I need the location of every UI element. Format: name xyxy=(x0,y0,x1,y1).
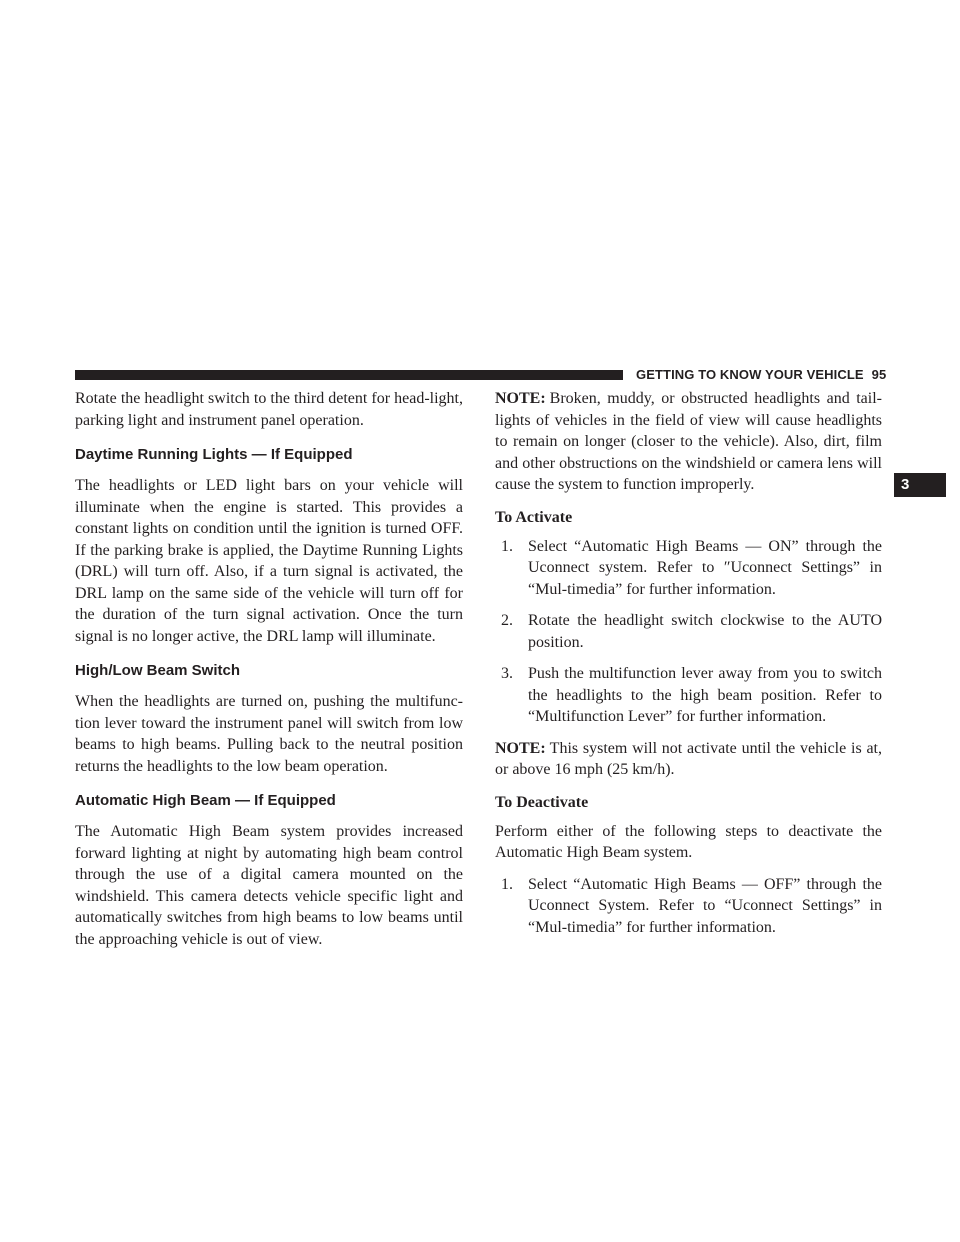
activate-steps xyxy=(495,536,882,728)
running-header xyxy=(636,366,886,384)
deactivate-steps xyxy=(495,874,882,939)
left-column xyxy=(75,388,463,950)
page-number: 95 xyxy=(871,367,887,382)
intro-paragraph: Rotate the headlight switch to the third detent for head-light, parking light and instrument panel operation. xyxy=(75,390,463,429)
note-text: Broken, muddy, or obstructed headlights and tail-lights of vehicles in the field of view will cause headlights to remain on longer (closer to the vehicle). Also, dirt, film and other obstructions on the windshield or camera lens will cause the system to function improperly. xyxy=(495,390,882,493)
activate-heading: To Activate xyxy=(495,508,573,526)
auto-high-beam-heading: Automatic High Beam — If Equipped xyxy=(75,792,336,809)
header-rule xyxy=(75,370,623,380)
step-text: Rotate the headlight switch clockwise to the AUTO position. xyxy=(528,612,882,651)
deactivate-heading: To Deactivate xyxy=(495,793,589,811)
beam-switch-paragraph: When the headlights are turned on, pushing the multifunc-tion lever toward the instrument panel will switch from low beams to high beams. Pulling back to the neutral position returns the headlights to the low beam operation. xyxy=(75,693,463,775)
note-label: NOTE: xyxy=(495,390,546,407)
step-number: 3. xyxy=(501,665,513,682)
section-title: GETTING TO KNOW YOUR VEHICLE xyxy=(636,367,864,382)
step-number: 1. xyxy=(501,537,513,555)
drl-heading: Daytime Running Lights — If Equipped xyxy=(75,446,353,463)
deactivate-intro: Perform either of the following steps to deactivate the Automatic High Beam system. xyxy=(495,822,882,861)
beam-switch-heading: High/Low Beam Switch xyxy=(75,662,241,679)
step-text: Select “Automatic High Beams — OFF” through the Uconnect System. Refer to “Uconnect Settings” in “Mul-timedia” for further information. xyxy=(528,875,882,936)
right-column xyxy=(495,388,882,948)
list-item xyxy=(495,536,882,601)
step-text: Push the multifunction lever away from you to switch the headlights to the high beam position. Refer to “Multifunction Lever” for further information. xyxy=(528,665,882,725)
note-paragraph xyxy=(495,388,882,496)
list-item xyxy=(495,874,882,939)
chapter-tab: 3 xyxy=(894,473,946,497)
list-item xyxy=(495,663,882,728)
step-number: 1. xyxy=(501,875,513,893)
auto-high-beam-paragraph: The Automatic High Beam system provides increased forward lighting at night by automating high beam control through the use of a digital camera mounted on the windshield. This camera detects vehicle specific light and automatically switches from high beams to low beams until the approaching vehicle is out of view. xyxy=(75,823,463,948)
note-label: NOTE: xyxy=(495,739,546,757)
list-item xyxy=(495,610,882,653)
note-paragraph-2 xyxy=(495,738,882,781)
step-number: 2. xyxy=(501,612,513,629)
drl-paragraph: The headlights or LED light bars on your vehicle will illuminate when the engine is started. This provides a constant lights on condition until the ignition is turned OFF. If the parking brake is applied, the Daytime Running Lights (DRL) will turn off. Also, if a turn signal is activated, the DRL lamp on the same side of the vehicle will turn off for the duration of the turn signal activation. Once the turn signal is no longer active, the DRL lamp will illuminate. xyxy=(75,477,463,645)
step-text: Select “Automatic High Beams — ON” through the Uconnect system. Refer to ″Uconnect Settings” in “Mul-timedia” for further information. xyxy=(528,537,882,598)
note-text: This system will not activate until the vehicle is at, or above 16 mph (25 km/h). xyxy=(495,739,882,778)
